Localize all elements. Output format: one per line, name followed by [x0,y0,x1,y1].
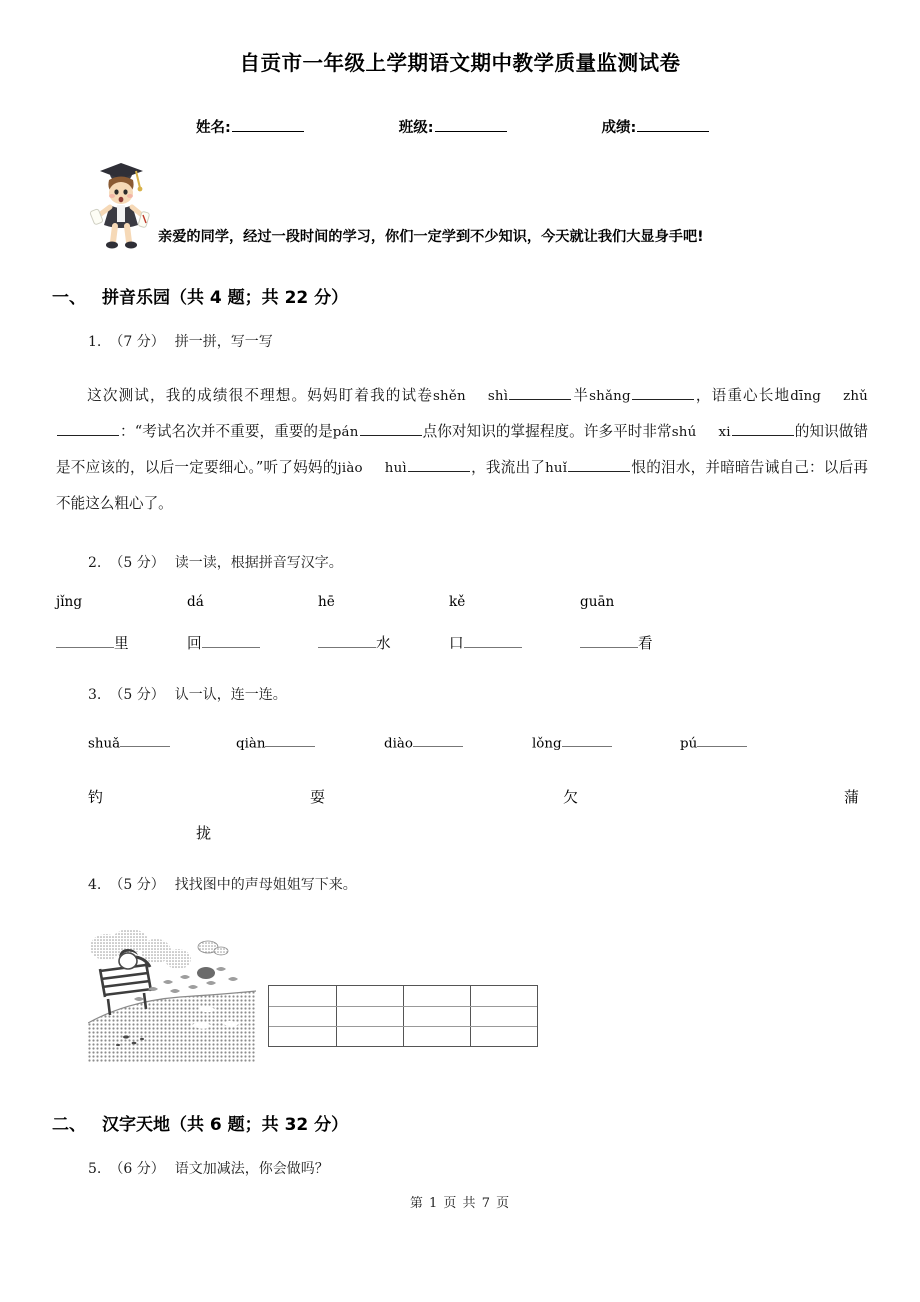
q2-char-4: 看 [638,635,653,652]
grid-vline-3 [470,986,471,1046]
score-blank[interactable] [637,119,709,132]
grid-hline-1 [269,1006,537,1007]
q2-char-0: 里 [114,635,129,652]
section-1-title: 拼音乐园（共 4 题；共 22 分） [102,288,349,308]
q3-pinyin-item-1[interactable] [236,735,384,751]
score-field[interactable] [602,116,756,137]
question-3-character-row-2 [88,822,858,852]
q2-pinyin-3: kě [449,594,466,610]
q2-answer-1[interactable] [187,632,318,653]
pinyin-hui2: huǐ [545,461,568,476]
cloze-text-6: 的知识做错是不应该的，以后一定要细心。”听了妈妈的 [56,423,868,476]
cloze-text-4: ：“考试名次并不重要，重要的是 [120,423,333,440]
cloze-text-5: 点你对知识的掌握程度。许多平时非常 [422,423,672,440]
section-2-number: 二、 [52,1115,86,1135]
name-field[interactable] [196,116,399,137]
score-label: 成绩: [601,120,637,136]
cloze-blank-2[interactable] [632,386,694,400]
section-1-number: 一、 [52,288,86,308]
pinyin-hui: huì [384,461,407,476]
question-2-label [88,552,343,572]
pinyin-shu: shú [671,425,697,440]
question-5-prompt: 语文加减法，你会做吗？ [174,1161,329,1177]
pinyin-ding: dīng [790,389,822,404]
name-label: 姓名: [196,120,231,136]
question-1-label [88,331,273,351]
q3-blank-1[interactable] [265,735,315,747]
page-footer: 第 1 页 共 7 页 [409,1196,511,1211]
class-label: 班级: [398,120,434,136]
section-heading-2 [52,1110,348,1135]
question-2-number: 2. [88,555,102,571]
question-3-points: （5 分） [109,687,165,703]
q3-pinyin-item-0[interactable] [88,735,236,751]
cloze-blank-4[interactable] [360,422,422,436]
class-blank[interactable] [435,119,507,132]
grid-vline-2 [403,986,404,1046]
question-3-label [88,684,287,704]
greeting-banner [88,158,878,258]
cloze-blank-3[interactable] [57,422,119,436]
student-info-row [196,116,756,137]
q2-char-3: 口 [449,635,464,652]
cloze-blank-5[interactable] [732,422,794,436]
question-5-number: 5. [88,1161,102,1177]
page-title: 自贡市一年级上学期语文期中教学质量监测试卷 [239,51,681,75]
graduate-mascot-icon [88,158,160,250]
q2-answer-4[interactable] [580,632,711,653]
pinyin-shang: shǎng [589,389,631,404]
pinyin-shen: shěn [432,389,466,404]
name-blank[interactable] [232,119,304,132]
q3-pinyin-4: pú [680,736,698,752]
q3-pinyin-2: diào [384,736,413,752]
q3-character-0[interactable]: 钓 [88,788,104,806]
pinyin-shi: shì [487,389,509,404]
class-field[interactable] [399,116,602,137]
question-3-character-row-1 [88,786,858,816]
question-4-pinyin-grid[interactable] [268,985,538,1047]
question-1-cloze-paragraph [56,378,868,521]
question-5-points: （6 分） [109,1161,165,1177]
q3-pinyin-3: lǒng [532,736,562,752]
grid-vline-1 [336,986,337,1046]
q3-pinyin-item-2[interactable] [384,735,532,751]
pinyin-zhu: zhǔ [843,389,868,404]
q2-char-1: 回 [187,635,202,652]
q2-pinyin-1: dá [187,594,204,610]
pinyin-jiao: jiào [337,461,363,476]
q2-pinyin-0: jǐng [56,594,83,610]
section-2-title: 汉字天地（共 6 题；共 32 分） [102,1115,349,1135]
question-2-answer-row [56,632,756,653]
q3-blank-3[interactable] [562,735,612,747]
q3-character-3[interactable]: 蒲 [844,788,860,806]
question-3-prompt: 认一认，连一连。 [174,687,287,703]
q2-char-2: 水 [376,635,391,652]
cloze-blank-7[interactable] [568,458,630,472]
question-5-label [88,1158,329,1178]
question-4-points: （5 分） [109,877,165,893]
q3-blank-2[interactable] [413,735,463,747]
question-4-number: 4. [88,877,102,893]
question-4-label [88,874,357,894]
question-3-number: 3. [88,687,102,703]
pinyin-pan: pán [332,425,359,440]
q2-blank-2[interactable] [318,635,376,648]
q2-blank-1[interactable] [202,635,260,648]
question-3-pinyin-row [88,735,848,751]
q3-blank-0[interactable] [120,735,170,747]
question-2-points: （5 分） [109,555,165,571]
q2-pinyin-2: hē [318,594,335,610]
q2-answer-0[interactable] [56,632,187,653]
q2-pinyin-4: guān [580,594,615,610]
question-4-illustration [88,927,256,1062]
q3-pinyin-item-4[interactable] [680,735,828,751]
q2-blank-0[interactable] [56,635,114,648]
greeting-text: 亲爱的同学，经过一段时间的学习，你们一定学到不少知识，今天就让我们大显身手吧! [158,229,704,245]
q2-answer-3[interactable] [449,632,580,653]
q3-pinyin-0: shuǎ [88,736,121,752]
q2-blank-4[interactable] [580,635,638,648]
pinyin-xi: xi [718,425,731,440]
q3-pinyin-item-3[interactable] [532,735,680,751]
q2-answer-2[interactable] [318,632,449,653]
question-1-prompt: 拼一拼，写一写 [174,334,273,350]
grid-hline-2 [269,1026,537,1027]
cloze-text-7: ，我流出了 [470,459,546,476]
cloze-text-2: 半 [572,387,590,404]
cloze-blank-1[interactable] [509,386,571,400]
cloze-blank-6[interactable] [408,458,470,472]
question-4-prompt: 找找图中的声母姐姐写下来。 [174,877,357,893]
cloze-text-3: ，语重心长地 [694,387,791,404]
q3-character-4[interactable]: 拢 [196,824,212,842]
q3-character-1[interactable]: 耍 [310,788,326,806]
question-1-points: （7 分） [109,334,165,350]
q3-pinyin-1: qiàn [236,736,266,752]
cloze-text-8: 恨的泪水，并暗暗告诫自己：以后再不能这么粗心了。 [56,459,868,512]
section-heading-1 [52,283,348,308]
q3-character-2[interactable]: 欠 [563,788,579,806]
q3-blank-4[interactable] [697,735,747,747]
question-2-prompt: 读一读，根据拼音写汉字。 [174,555,343,571]
question-1-number: 1. [88,334,102,350]
q2-blank-3[interactable] [464,635,522,648]
question-2-pinyin-row [56,594,756,610]
cloze-text-1: 这次测试，我的成绩很不理想。妈妈盯着我的试卷 [86,387,433,404]
